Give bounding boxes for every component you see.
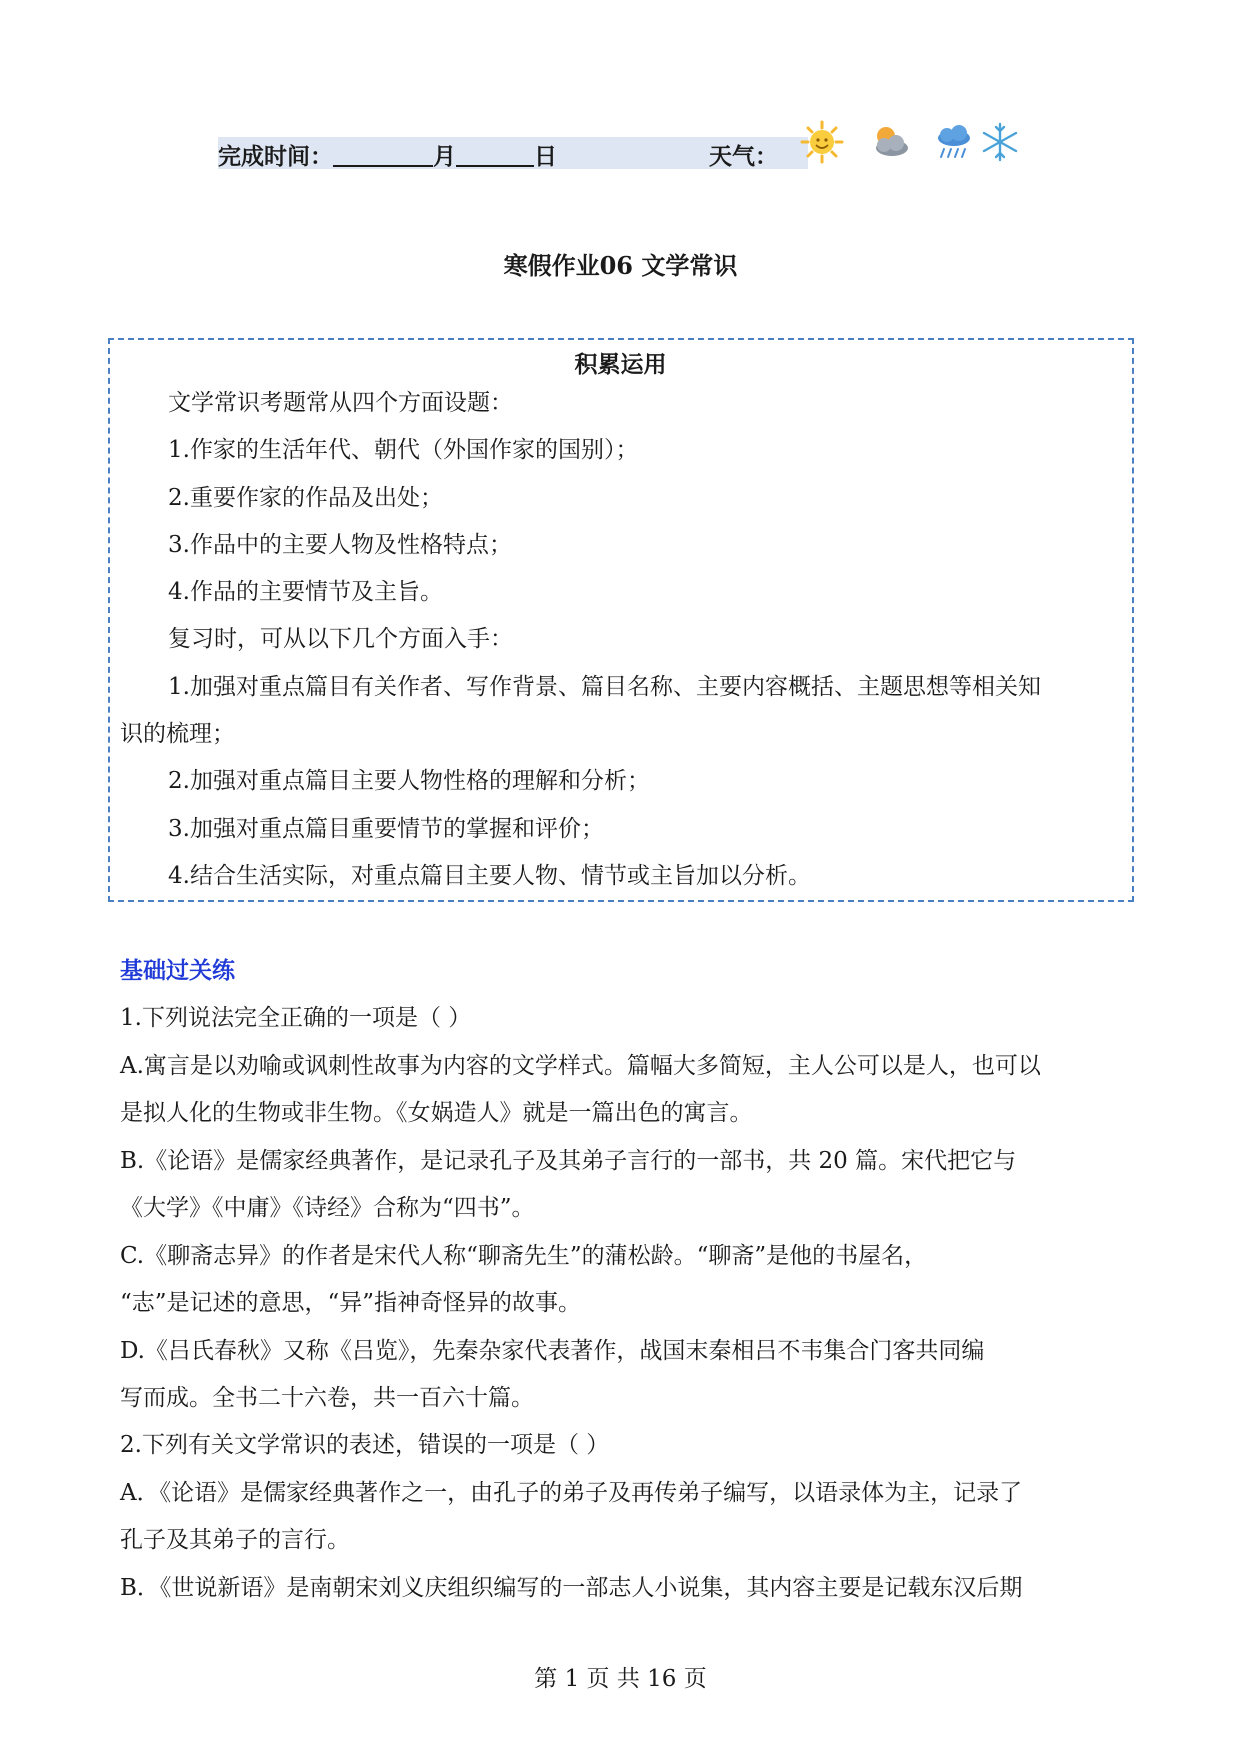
rain-icon [932, 120, 976, 164]
page-footer: 第 1 页 共 16 页 [534, 1666, 707, 1692]
box-line: 4.结合生活实际，对重点篇目主要人物、情节或主旨加以分析。 [168, 863, 811, 889]
question-line: A.寓言是以劝喻或讽刺性故事为内容的文学样式。篇幅大多简短，主人公可以是人，也可以 [120, 1053, 1041, 1079]
box-line: 3.加强对重点篇目重要情节的掌握和评价； [168, 816, 604, 842]
box-line: 1.加强对重点篇目有关作者、写作背景、篇目名称、主要内容概括、主题思想等相关知 [168, 674, 1041, 700]
box-line: 4.作品的主要情节及主旨。 [168, 579, 443, 605]
box-line: 1.作家的生活年代、朝代（外国作家的国别）； [168, 437, 639, 463]
day-label: 日 [534, 143, 557, 170]
question-line: 2.下列有关文学常识的表述，错误的一项是（ ） [120, 1432, 610, 1458]
box-title: 积累运用 [574, 351, 667, 378]
box-line: 2.重要作家的作品及出处； [168, 485, 443, 511]
box-line: 3.作品中的主要人物及性格特点； [168, 532, 512, 558]
month-label: 月 [433, 143, 456, 170]
box-line: 2.加强对重点篇目主要人物性格的理解和分析； [168, 768, 650, 794]
question-line: 写而成。全书二十六卷，共一百六十篇。 [120, 1385, 534, 1411]
completion-label: 完成时间： [218, 143, 333, 170]
question-line: 1.下列说法完全正确的一项是（ ） [120, 1005, 472, 1031]
weather-label: 天气： [709, 143, 778, 170]
box-line: 文学常识考题常从四个方面设题： [168, 390, 513, 416]
question-line: C.《聊斋志异》的作者是宋代人称“聊斋先生”的蒲松龄。“聊斋”是他的书屋名， [120, 1243, 928, 1269]
partly-cloudy-icon [866, 120, 914, 164]
question-line: “志”是记述的意思，“异”指神奇怪异的故事。 [120, 1290, 582, 1316]
section-title: 基础过关练 [120, 958, 235, 984]
sun-icon [800, 120, 844, 164]
box-line: 复习时，可从以下几个方面入手： [168, 626, 513, 652]
question-line: 孔子及其弟子的言行。 [120, 1527, 350, 1553]
month-blank [333, 141, 433, 167]
question-line: D.《吕氏春秋》又称《吕览》，先秦杂家代表著作，战国末秦相吕不韦集合门客共同编 [120, 1338, 985, 1364]
day-blank [456, 141, 534, 167]
document-title: 寒假作业06 文学常识 [503, 251, 738, 280]
question-line: A．《论语》是儒家经典著作之一，由孔子的弟子及再传弟子编写，以语录体为主，记录了 [120, 1480, 1023, 1506]
box-line: 识的梳理； [120, 721, 235, 747]
completion-header [218, 132, 778, 176]
snowflake-icon [980, 120, 1020, 164]
question-line: B．《世说新语》是南朝宋刘义庆组织编写的一部志人小说集，其内容主要是记载东汉后期 [120, 1575, 1023, 1601]
question-line: 是拟人化的生物或非生物。《女娲造人》就是一篇出色的寓言。 [120, 1100, 753, 1126]
question-line: 《大学》《中庸》《诗经》合称为“四书”。 [120, 1195, 535, 1221]
question-line: B.《论语》是儒家经典著作，是记录孔子及其弟子言行的一部书，共 20 篇。宋代把它与 [120, 1148, 1017, 1174]
